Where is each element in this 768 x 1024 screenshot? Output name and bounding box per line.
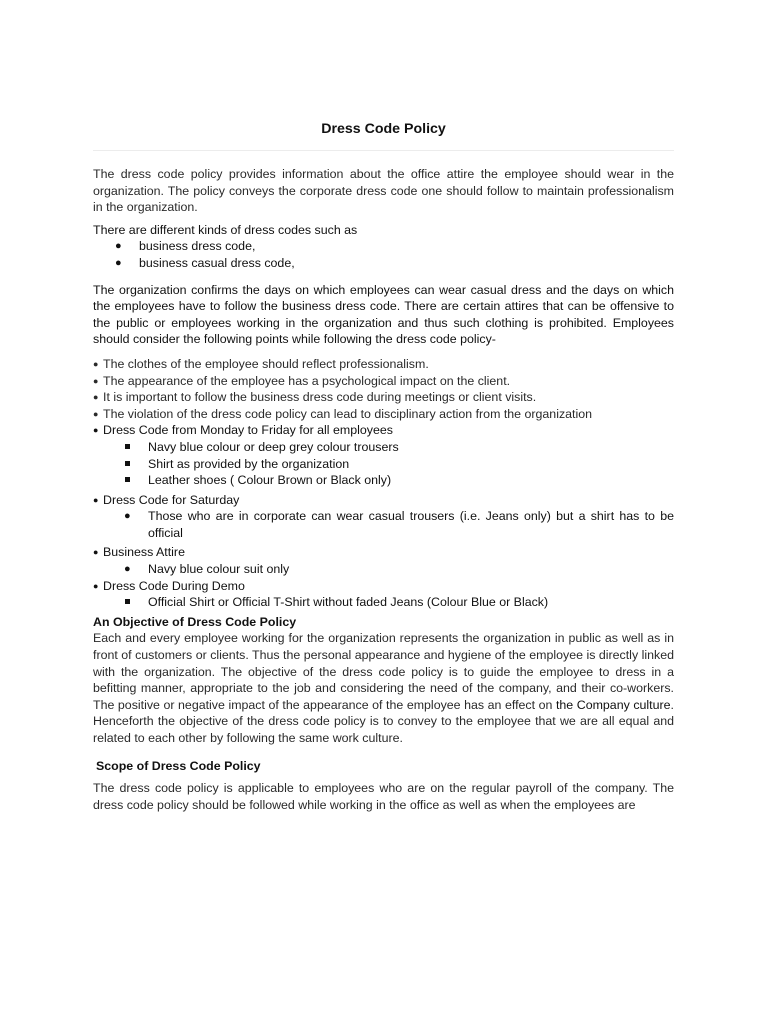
list-item: ● business casual dress code, (115, 255, 295, 270)
square-bullet-icon (125, 477, 130, 482)
scope-paragraph: The dress code policy is applicable to employees who are on the regular payroll of the company. The dress code policy should be followed while working in the office as well as when the employees are (93, 781, 674, 812)
bullet-icon: ● (93, 392, 99, 403)
business-attire-section (93, 544, 674, 561)
page-title: Dress Code Policy (321, 121, 446, 137)
confirm-paragraph: The organization confirms the days on which employees can wear casual dress and the days on which the employees have to follow the business dress code. There are certain attires that can be offensive to the public or employees working in the organization and thus such clothing is prohibited. Employees should consider the following points while following the dress code policy- (93, 282, 674, 347)
list-item: ● business dress code, (115, 239, 256, 254)
intro-paragraph: The dress code policy provides information about the office attire the employee should wear in the organization. The policy conveys the corporate dress code one should follow to maintain professionalism in the organization. (93, 167, 674, 215)
list-item: ● Dress Code from Monday to Friday for all employees (93, 423, 393, 438)
company-culture-link[interactable]: the Company culture (555, 697, 671, 712)
objective-paragraph: Each and every employee working for the organization represents the organization in public as well as in front of customers or clients. Thus the personal appearance and hygiene of the employee is directly linked with the organization. The objective of the dress code policy is to guide the employee to dress in a befitting manner, appropriate to the job and considering the need of the company, and their co-workers. The positive or negative impact of the appearance of the employee has an effect on the Company culture. Henceforth the objective of the dress code policy is to convey to the employee that we are all equal and related to each other by following the same work culture. (93, 631, 674, 745)
list-item: Official Shirt or Official T-Shirt without faded Jeans (Colour Blue or Black) (93, 594, 674, 611)
list-item: ● Navy blue colour suit only (124, 562, 290, 577)
list-item: ● Dress Code During Demo (93, 578, 245, 593)
list-item: ● The clothes of the employee should reflect professionalism. (93, 356, 429, 371)
objective-heading: An Objective of Dress Code Policy (93, 614, 297, 629)
square-bullet-icon (125, 444, 130, 449)
list-item: Navy blue colour or deep grey colour trousers (93, 439, 674, 456)
list-item: Shirt as provided by the organization (93, 456, 674, 473)
square-bullet-icon (125, 461, 130, 466)
list-item: ● It is important to follow the business dress code during meetings or client visits. (93, 390, 537, 405)
list-item: ● Business Attire (93, 545, 185, 560)
bullet-icon: ● (93, 408, 99, 419)
bullet-icon: ● (93, 547, 99, 558)
document-body (93, 166, 674, 813)
list-item: ● The violation of the dress code policy can lead to disciplinary action from the organization (93, 406, 593, 421)
bullet-icon: ● (93, 580, 99, 591)
kinds-list (93, 238, 674, 271)
bullet-icon: ● (93, 494, 99, 505)
business-attire-list (93, 561, 674, 578)
bullet-icon: ● (115, 240, 122, 253)
bullet-icon: ● (93, 358, 99, 369)
saturday-section (93, 492, 674, 509)
scope-heading: Scope of Dress Code Policy (96, 758, 261, 773)
saturday-list (93, 508, 674, 541)
bullet-icon: ● (93, 425, 99, 436)
square-bullet-icon (125, 599, 130, 604)
title-divider (93, 150, 674, 151)
bullet-icon: ● (124, 510, 131, 523)
weekday-list (93, 439, 674, 489)
demo-section (93, 578, 674, 595)
list-item: Leather shoes ( Colour Brown or Black only) (93, 472, 674, 489)
kinds-intro: There are different kinds of dress codes such as (93, 222, 358, 237)
list-item: ● The appearance of the employee has a psychological impact on the client. (93, 373, 511, 388)
list-item: ● Those who are in corporate can wear casual trousers (i.e. Jeans only) but a shirt has to be official (124, 509, 674, 540)
bullet-icon: ● (93, 375, 99, 386)
demo-list (93, 594, 674, 611)
bullet-icon: ● (124, 563, 131, 576)
points-list (93, 356, 674, 439)
bullet-icon: ● (115, 256, 122, 269)
list-item: ● Dress Code for Saturday (93, 492, 240, 507)
